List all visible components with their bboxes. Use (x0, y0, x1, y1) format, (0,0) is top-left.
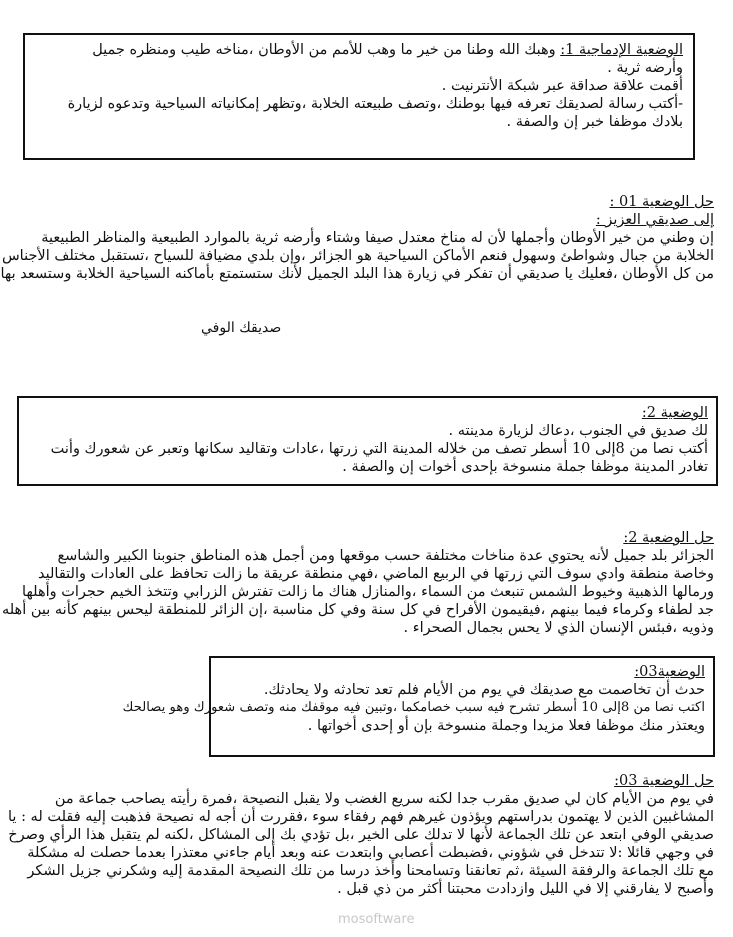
solution-1-signature: صديقك الوفي (201, 320, 282, 336)
situation-1-label: الوضعية الإدماجية 1: (560, 42, 683, 58)
solution-3-line1: في يوم من الأيام كان لي صديق مقرب جدا لكنه سريع الغضب ولا يقبل النصيحة ،فمرة رأيته يصاحب جماعة من (54, 791, 714, 807)
solution-3-line2: المشاغبين الذين لا يهتمون بدراستهم ويؤذون غيرهم فهم رفقاء سوء ،فقررت أن أجه له نصيحة فذهبت إليه فقلت له : يا (8, 809, 714, 825)
situation-2-line1: لك صديق في الجنوب ،دعاك لزيارة مدينته . (448, 423, 708, 439)
solution-1-line1: إن وطني من خير الأوطان وأجملها لأن له مناخ معتدل صيفا وشتاء وأرضه ثرية بالموارد الطبيعية والمناظر الطبيعية (41, 230, 714, 246)
situation-2-line2: أكتب نصا من 8إلى 10 أسطر تصف من خلاله المدينة التي زرتها ،عادات وتقاليد سكانها وتعبر عن شعورك وأنت (50, 441, 708, 457)
solution-2-title: حل الوضعية 2: (623, 530, 714, 546)
situation-3-line1: حدث أن تخاصمت مع صديقك في يوم من الأيام فلم تعد تحادثه ولا يحادثك. (263, 682, 705, 698)
solution-2-line1: الجزائر بلد جميل لأنه يحتوي عدة مناخات مختلفة حسب موقعها ومن أجمل هذه المناطق جنوبنا الكبير والشاسع (57, 548, 714, 564)
solution-1-greeting: إلى صديقي العزيز : (595, 212, 714, 228)
solution-2 (1, 529, 714, 637)
solution-2-line5: وذويه ،فبئس الإنسان الذي لا يحس بجمال الصحراء . (403, 620, 714, 636)
solution-2-line2: وخاصة منطقة وادي سوف التي زرتها في الربيع الماضي ،فهي منطقة عريقة ما زالت تحافظ على العادات والتقاليد (38, 566, 714, 582)
solution-1 (0, 193, 714, 283)
solution-1-title: حل الوضعية 01 : (609, 194, 714, 210)
solution-3 (8, 772, 714, 898)
situation-3-line2: اكتب نصا من 8إلى 10 أسطر تشرح فيه سبب خصامكما ،وتبين فيه موقفك منه وتصف شعورك وهو يصالحك (122, 700, 705, 715)
solution-3-line6: وأصبح لا يفارقني إلا في الليل وازدادت محبتنا أكثر من ذي قبل . (337, 881, 714, 897)
situation-1-line2: وأرضه ثرية . (607, 60, 683, 76)
solution-2-line4: جد لطفاء وكرماء فيما بينهم ،فيقيمون الأفراح في كل سنة وفي كل مناسبة ،إن الزائر للمنطقة ليحس بينهم كأنه بين أهله (1, 602, 714, 618)
situation-1-line4: -أكتب رسالة لصديقك تعرفه فيها بوطنك ،وتصف طبيعته الخلابة ،وتظهر إمكانياته السياحية وتدعوه لزيارة (67, 96, 683, 112)
situation-3-line3: ويعتذر منك موظفا فعلا مزيدا وجملة منسوخة بإن أو إحدى أخواتها . (307, 718, 705, 734)
watermark: mosoftware (338, 912, 415, 927)
situation-2-box (17, 396, 718, 486)
situation-1-line1: الوضعية الإدماجية 1: وهبك الله وطنا من خير ما وهب للأمم من الأوطان ،مناخه طيب ومنظره جميل (92, 42, 683, 58)
solution-2-line3: ورمالها الذهبية وخيوط الشمس تنبعث من السماء ،والمنازل هناك ما زالت تفترش الزرابي وتتخذ الخيم حجرات وأهلها (22, 584, 714, 600)
solution-1-line2: الخلابة من جبال وشواطئ وسهول فنعم الأماكن السياحية هو الجزائر ،وإن بلدي مضيافة للسياح ،تستقبل مختلف الأجناس (1, 248, 714, 264)
situation-2-label: الوضعية 2: (641, 405, 708, 421)
situation-3-box (122, 656, 715, 757)
situation-1-box (23, 33, 695, 160)
situation-3-label: الوضعية03: (634, 664, 705, 680)
solution-3-line5: مع تلك الجماعة والرفقة السيئة ،ثم تعانقنا وتسامحنا وأخذ درسا من تلك النصيحة المقدمة إليه وشكرني جزيل الشكر (27, 863, 714, 879)
solution-3-line4: في وجهي قائلا :لا تتدخل في شؤوني ،فضبطت أعصابي وابتعدت عنه وبعد أيام جاءني معتذرا بعدما حصلت له مشكلة (27, 845, 714, 861)
situation-1-line5: بلادك موظفا خبر إن والصفة . (506, 114, 683, 130)
solution-3-line3: صديقي الوفي ابتعد عن تلك الجماعة لأنها لا تدلك على الخير ،بل تؤدي بك إلى المشاكل ،لكنه لم يتقبل هذا الرأي وصرخ (8, 827, 714, 843)
situation-2-line3: تغادر المدينة موظفا جملة منسوخة بإحدى أخوات إن والصفة . (342, 459, 708, 475)
solution-1-line3: من كل الأوطان ،فعليك يا صديقي أن تفكر في زيارة هذا البلد الجميل لأنك ستستمتع بأماكنه السياحية الخلابة وستسعد بها (0, 266, 714, 282)
solution-3-title: حل الوضعية 03: (614, 773, 714, 789)
situation-1-line3: أقمت علاقة صداقة عبر شبكة الأنترنيت . (441, 78, 683, 94)
